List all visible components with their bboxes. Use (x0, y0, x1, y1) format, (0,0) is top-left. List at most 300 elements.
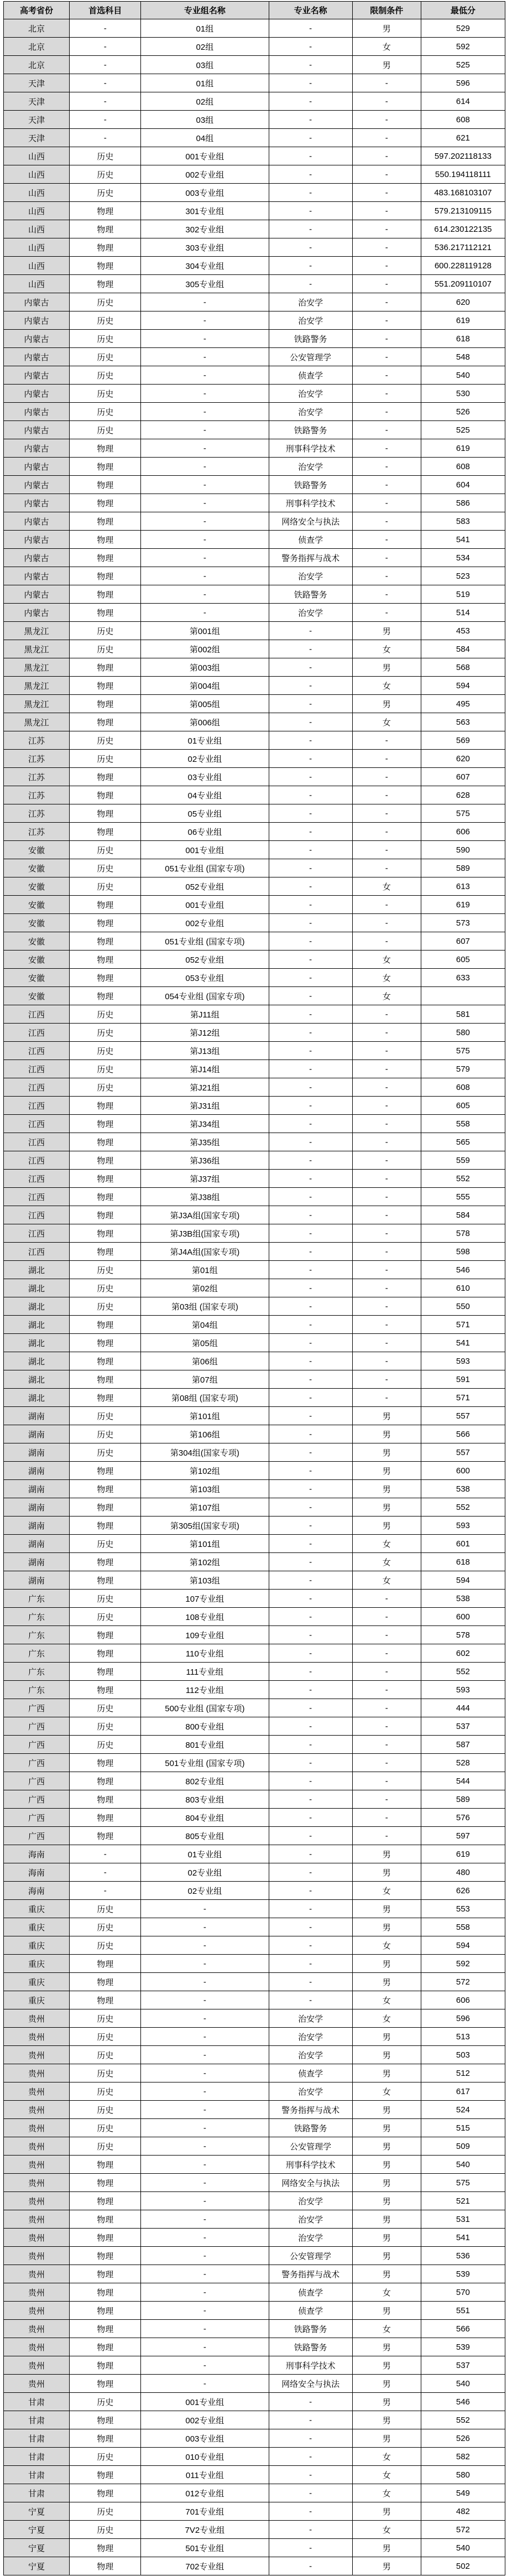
cell-subject: 历史 (70, 1900, 141, 1918)
cell-province: 江西 (4, 1024, 70, 1042)
cell-subject: 物理 (70, 677, 141, 695)
table-row (4, 1882, 505, 1900)
cell-major-name: 铁路警务 (269, 330, 352, 348)
cell-min-score: 541 (421, 2229, 505, 2247)
cell-subject: 历史 (70, 1407, 141, 1425)
cell-major-group: 第001组 (141, 622, 269, 640)
cell-major-group: 109专业组 (141, 1626, 269, 1644)
cell-major-name: - (269, 1115, 352, 1133)
cell-subject: 物理 (70, 1553, 141, 1571)
cell-province: 贵州 (4, 2283, 70, 2302)
cell-restriction: - (352, 1042, 421, 1060)
table-row (4, 2539, 505, 2557)
cell-province: 海南 (4, 1845, 70, 1863)
cell-major-group: - (141, 549, 269, 567)
cell-province: 贵州 (4, 2338, 70, 2356)
cell-major-group: 301专业组 (141, 202, 269, 220)
column-header-major-name: 专业名称 (269, 2, 352, 19)
cell-subject: 物理 (70, 1206, 141, 1224)
cell-province: 江苏 (4, 731, 70, 750)
cell-major-name: - (269, 841, 352, 859)
cell-min-score: 592 (421, 38, 505, 56)
cell-subject: 物理 (70, 1809, 141, 1827)
cell-min-score: 549 (421, 2484, 505, 2502)
table-row (4, 1516, 505, 1535)
cell-province: 重庆 (4, 1900, 70, 1918)
cell-major-group: 第006组 (141, 713, 269, 731)
cell-min-score: 619 (421, 896, 505, 914)
cell-min-score: 578 (421, 1224, 505, 1243)
cell-major-group: - (141, 2064, 269, 2082)
cell-major-name: 治安学 (269, 311, 352, 330)
cell-min-score: 482 (421, 2502, 505, 2521)
cell-province: 广西 (4, 1827, 70, 1845)
table-row (4, 1553, 505, 1571)
cell-major-name: - (269, 2502, 352, 2521)
cell-province: 甘肃 (4, 2466, 70, 2484)
cell-min-score: 524 (421, 2101, 505, 2119)
cell-min-score: 596 (421, 74, 505, 92)
cell-subject: 物理 (70, 987, 141, 1005)
cell-restriction: 女 (352, 677, 421, 695)
cell-province: 湖南 (4, 1462, 70, 1480)
cell-major-name: - (269, 1078, 352, 1097)
cell-major-group: 第304组(国家专项) (141, 1443, 269, 1462)
cell-min-score: 610 (421, 1279, 505, 1297)
cell-major-group: 05专业组 (141, 804, 269, 823)
cell-province: 宁夏 (4, 2502, 70, 2521)
cell-major-group: 第101组 (141, 1407, 269, 1425)
cell-province: 湖北 (4, 1370, 70, 1389)
cell-major-name: 侦查学 (269, 2302, 352, 2320)
cell-major-name: - (269, 1571, 352, 1590)
cell-major-group: 01组 (141, 74, 269, 92)
cell-restriction: 女 (352, 1882, 421, 1900)
table-row (4, 731, 505, 750)
cell-province: 内蒙古 (4, 494, 70, 512)
cell-restriction: - (352, 1608, 421, 1626)
table-row (4, 1060, 505, 1078)
cell-subject: 物理 (70, 2265, 141, 2283)
cell-min-score: 608 (421, 1078, 505, 1097)
cell-province: 黑龙江 (4, 640, 70, 658)
cell-min-score: 553 (421, 1900, 505, 1918)
cell-major-name: - (269, 56, 352, 74)
cell-min-score: 521 (421, 2192, 505, 2210)
cell-major-name: - (269, 677, 352, 695)
cell-province: 广西 (4, 1717, 70, 1736)
table-row (4, 129, 505, 147)
cell-restriction: 女 (352, 640, 421, 658)
cell-major-name: - (269, 1936, 352, 1955)
cell-min-score: 509 (421, 2137, 505, 2156)
cell-major-name: 公安管理学 (269, 2137, 352, 2156)
table-row (4, 421, 505, 439)
cell-province: 广西 (4, 1754, 70, 1772)
cell-subject: 历史 (70, 2393, 141, 2411)
cell-major-name: - (269, 1370, 352, 1389)
cell-major-name: - (269, 896, 352, 914)
cell-major-name: - (269, 1809, 352, 1827)
cell-min-score: 584 (421, 640, 505, 658)
cell-restriction: - (352, 1133, 421, 1151)
cell-province: 贵州 (4, 2247, 70, 2265)
cell-min-score: 540 (421, 366, 505, 385)
cell-province: 甘肃 (4, 2411, 70, 2429)
cell-min-score: 536.217112121 (421, 238, 505, 257)
cell-restriction: - (352, 220, 421, 238)
cell-province: 湖南 (4, 1571, 70, 1590)
cell-major-name: - (269, 1297, 352, 1316)
cell-major-name: - (269, 2411, 352, 2429)
cell-major-name: - (269, 622, 352, 640)
table-row (4, 2101, 505, 2119)
cell-restriction: - (352, 914, 421, 932)
cell-major-group: 第J11组 (141, 1005, 269, 1024)
cell-min-score: 594 (421, 1571, 505, 1590)
cell-major-name: 治安学 (269, 2210, 352, 2229)
cell-province: 湖南 (4, 1516, 70, 1535)
cell-major-group: 805专业组 (141, 1827, 269, 1845)
table-row (4, 1005, 505, 1024)
cell-subject: 物理 (70, 1754, 141, 1772)
table-row (4, 2119, 505, 2137)
cell-province: 广东 (4, 1590, 70, 1608)
cell-major-name: - (269, 1535, 352, 1553)
cell-major-name: - (269, 1005, 352, 1024)
cell-min-score: 528 (421, 1754, 505, 1772)
cell-province: 湖北 (4, 1261, 70, 1279)
cell-subject: 物理 (70, 275, 141, 293)
cell-subject: 物理 (70, 1097, 141, 1115)
cell-major-name: - (269, 1279, 352, 1297)
cell-restriction: - (352, 74, 421, 92)
cell-min-score: 582 (421, 2448, 505, 2466)
cell-subject: 物理 (70, 1115, 141, 1133)
column-header-restriction: 限制条件 (352, 2, 421, 19)
cell-min-score: 569 (421, 731, 505, 750)
cell-major-name: - (269, 19, 352, 38)
cell-restriction: - (352, 768, 421, 786)
cell-min-score: 515 (421, 2119, 505, 2137)
cell-major-name: - (269, 932, 352, 951)
cell-major-name: - (269, 987, 352, 1005)
table-row (4, 2448, 505, 2466)
table-row (4, 2283, 505, 2302)
cell-province: 湖北 (4, 1352, 70, 1370)
cell-min-score: 594 (421, 1936, 505, 1955)
cell-major-name: - (269, 2539, 352, 2557)
cell-min-score: 570 (421, 2283, 505, 2302)
cell-major-name: 铁路警务 (269, 2119, 352, 2137)
cell-major-name: - (269, 2484, 352, 2502)
cell-subject: 历史 (70, 1279, 141, 1297)
cell-major-name: - (269, 1243, 352, 1261)
cell-major-name: - (269, 2557, 352, 2575)
cell-major-name: - (269, 275, 352, 293)
cell-subject: 物理 (70, 2320, 141, 2338)
cell-min-score: 606 (421, 823, 505, 841)
cell-restriction: - (352, 1115, 421, 1133)
table-row (4, 2557, 505, 2575)
table-row (4, 549, 505, 567)
cell-restriction: - (352, 1754, 421, 1772)
table-row (4, 147, 505, 165)
cell-province: 贵州 (4, 2375, 70, 2393)
cell-subject: 历史 (70, 147, 141, 165)
cell-restriction: 男 (352, 2229, 421, 2247)
cell-major-name: - (269, 220, 352, 238)
cell-province: 贵州 (4, 2156, 70, 2174)
cell-restriction: - (352, 1809, 421, 1827)
cell-province: 海南 (4, 1863, 70, 1882)
table-row (4, 19, 505, 38)
cell-min-score: 453 (421, 622, 505, 640)
cell-subject: 物理 (70, 1370, 141, 1389)
cell-restriction: 女 (352, 2082, 421, 2101)
cell-province: 湖北 (4, 1316, 70, 1334)
cell-restriction: - (352, 348, 421, 366)
cell-province: 天津 (4, 74, 70, 92)
cell-province: 重庆 (4, 1973, 70, 1991)
cell-restriction: - (352, 531, 421, 549)
cell-major-name: 治安学 (269, 2009, 352, 2028)
cell-major-name: 治安学 (269, 2192, 352, 2210)
cell-major-name: - (269, 804, 352, 823)
cell-province: 贵州 (4, 2101, 70, 2119)
cell-subject: 物理 (70, 1170, 141, 1188)
table-row (4, 202, 505, 220)
cell-major-group: - (141, 2174, 269, 2192)
cell-major-group: 052专业组 (141, 877, 269, 896)
cell-subject: 物理 (70, 1462, 141, 1480)
cell-min-score: 600 (421, 1608, 505, 1626)
cell-subject: 历史 (70, 184, 141, 202)
cell-major-group: - (141, 1936, 269, 1955)
cell-major-name: - (269, 1663, 352, 1681)
cell-major-group: 第01组 (141, 1261, 269, 1279)
cell-major-name: 公安管理学 (269, 2247, 352, 2265)
cell-restriction: - (352, 1352, 421, 1370)
cell-min-score: 614 (421, 92, 505, 111)
cell-major-name: - (269, 1553, 352, 1571)
cell-min-score: 617 (421, 2082, 505, 2101)
cell-province: 山西 (4, 202, 70, 220)
table-row (4, 1261, 505, 1279)
cell-min-score: 558 (421, 1115, 505, 1133)
cell-major-group: 第002组 (141, 640, 269, 658)
table-row (4, 1626, 505, 1644)
cell-major-name: 治安学 (269, 403, 352, 421)
cell-min-score: 537 (421, 2356, 505, 2375)
table-row (4, 2028, 505, 2046)
cell-subject: 物理 (70, 1224, 141, 1243)
cell-restriction: - (352, 786, 421, 804)
table-row (4, 1115, 505, 1133)
table-row (4, 348, 505, 366)
cell-major-name: - (269, 914, 352, 932)
cell-min-score: 589 (421, 1790, 505, 1809)
cell-restriction: 男 (352, 2247, 421, 2265)
cell-major-group: 第J12组 (141, 1024, 269, 1042)
cell-min-score: 581 (421, 1005, 505, 1024)
cell-restriction: 男 (352, 2539, 421, 2557)
cell-province: 北京 (4, 56, 70, 74)
cell-subject: 物理 (70, 494, 141, 512)
table-row (4, 330, 505, 348)
table-row (4, 403, 505, 421)
table-row (4, 512, 505, 531)
cell-min-score: 546 (421, 1261, 505, 1279)
table-row (4, 1699, 505, 1717)
cell-min-score: 552 (421, 1170, 505, 1188)
cell-major-name: - (269, 1863, 352, 1882)
cell-major-group: - (141, 2082, 269, 2101)
cell-min-score: 526 (421, 403, 505, 421)
cell-province: 江西 (4, 1097, 70, 1115)
cell-province: 江西 (4, 1042, 70, 1060)
cell-restriction: - (352, 604, 421, 622)
cell-major-group: 第305组(国家专项) (141, 1516, 269, 1535)
table-row (4, 366, 505, 385)
cell-major-name: - (269, 1754, 352, 1772)
cell-major-name: - (269, 1024, 352, 1042)
cell-restriction: 男 (352, 2174, 421, 2192)
cell-subject: 历史 (70, 2064, 141, 2082)
cell-major-group: 803专业组 (141, 1790, 269, 1809)
cell-restriction: - (352, 293, 421, 311)
cell-province: 宁夏 (4, 2521, 70, 2539)
cell-major-group: 108专业组 (141, 1608, 269, 1626)
cell-province: 黑龙江 (4, 695, 70, 713)
cell-province: 安徽 (4, 951, 70, 969)
table-row (4, 220, 505, 238)
table-row (4, 2429, 505, 2448)
cell-major-group: 001专业组 (141, 147, 269, 165)
table-row (4, 1717, 505, 1736)
cell-subject: 历史 (70, 403, 141, 421)
cell-major-group: 053专业组 (141, 969, 269, 987)
table-row (4, 914, 505, 932)
table-body (4, 19, 505, 2575)
cell-min-score: 608 (421, 458, 505, 476)
cell-subject: 物理 (70, 914, 141, 932)
cell-subject: 物理 (70, 951, 141, 969)
cell-restriction: - (352, 731, 421, 750)
cell-subject: 物理 (70, 804, 141, 823)
cell-restriction: 女 (352, 2466, 421, 2484)
cell-min-score: 589 (421, 859, 505, 877)
cell-restriction: 女 (352, 38, 421, 56)
cell-min-score: 587 (421, 1736, 505, 1754)
cell-province: 湖北 (4, 1279, 70, 1297)
cell-province: 内蒙古 (4, 439, 70, 458)
cell-major-name: - (269, 1443, 352, 1462)
cell-subject: 历史 (70, 1078, 141, 1097)
cell-major-group: 第08组 (国家专项) (141, 1389, 269, 1407)
cell-province: 内蒙古 (4, 458, 70, 476)
cell-major-group: - (141, 2119, 269, 2137)
cell-restriction: 男 (352, 1863, 421, 1882)
table-row (4, 677, 505, 695)
cell-restriction: 男 (352, 2137, 421, 2156)
table-row (4, 658, 505, 677)
table-row (4, 2265, 505, 2283)
cell-major-group: 第02组 (141, 1279, 269, 1297)
cell-province: 江苏 (4, 768, 70, 786)
cell-major-name: - (269, 859, 352, 877)
cell-subject: 物理 (70, 2174, 141, 2192)
cell-major-name: - (269, 1151, 352, 1170)
table-row (4, 841, 505, 859)
cell-major-name: - (269, 877, 352, 896)
table-row (4, 385, 505, 403)
cell-major-name: - (269, 1042, 352, 1060)
cell-subject: 物理 (70, 2557, 141, 2575)
cell-major-name: - (269, 731, 352, 750)
cell-major-group: - (141, 348, 269, 366)
cell-major-name: 网络安全与执法 (269, 512, 352, 531)
cell-major-group: 802专业组 (141, 1772, 269, 1790)
cell-major-group: - (141, 330, 269, 348)
cell-province: 安徽 (4, 841, 70, 859)
cell-restriction: - (352, 1772, 421, 1790)
table-row (4, 896, 505, 914)
table-row (4, 1955, 505, 1973)
cell-major-name: - (269, 1352, 352, 1370)
cell-restriction: 男 (352, 2265, 421, 2283)
cell-subject: 历史 (70, 1590, 141, 1608)
cell-major-name: - (269, 695, 352, 713)
cell-major-group: 804专业组 (141, 1809, 269, 1827)
cell-min-score: 593 (421, 1352, 505, 1370)
cell-major-group: 011专业组 (141, 2466, 269, 2484)
cell-restriction: - (352, 1736, 421, 1754)
cell-major-group: 03组 (141, 56, 269, 74)
table-row (4, 1462, 505, 1480)
cell-major-group: 003专业组 (141, 2429, 269, 2448)
cell-min-score: 586 (421, 494, 505, 512)
cell-subject: 历史 (70, 2502, 141, 2521)
cell-province: 海南 (4, 1882, 70, 1900)
cell-province: 内蒙古 (4, 293, 70, 311)
cell-subject: 物理 (70, 1663, 141, 1681)
cell-province: 内蒙古 (4, 421, 70, 439)
cell-major-group: 02专业组 (141, 1882, 269, 1900)
cell-subject: 历史 (70, 366, 141, 385)
cell-major-group: - (141, 2338, 269, 2356)
cell-min-score: 607 (421, 932, 505, 951)
cell-restriction: - (352, 165, 421, 184)
cell-major-name: - (269, 202, 352, 220)
cell-restriction: 男 (352, 1407, 421, 1425)
cell-min-score: 605 (421, 951, 505, 969)
cell-subject: 物理 (70, 2539, 141, 2557)
cell-major-group: 第J38组 (141, 1188, 269, 1206)
cell-subject: 物理 (70, 1188, 141, 1206)
table-row (4, 1973, 505, 1991)
cell-min-score: 541 (421, 531, 505, 549)
table-row (4, 1024, 505, 1042)
table-row (4, 1425, 505, 1443)
table-row (4, 1151, 505, 1170)
cell-major-group: 第J3B组(国家专项) (141, 1224, 269, 1243)
cell-major-group: 04组 (141, 129, 269, 147)
cell-major-name: - (269, 2448, 352, 2466)
cell-restriction: 女 (352, 951, 421, 969)
cell-subject: 历史 (70, 348, 141, 366)
cell-province: 贵州 (4, 2356, 70, 2375)
